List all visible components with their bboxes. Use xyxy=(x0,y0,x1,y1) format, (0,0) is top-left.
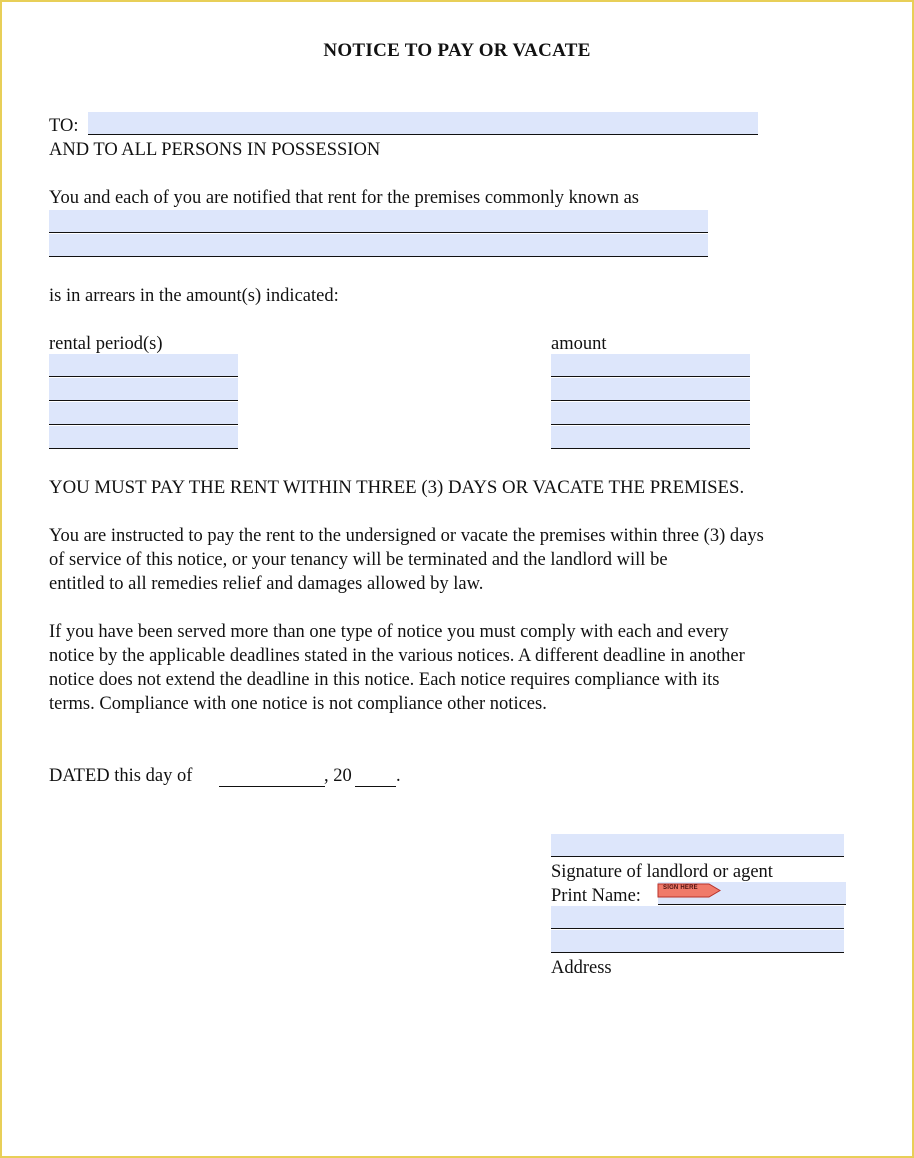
amount-label: amount xyxy=(551,334,607,354)
signature-label: Signature of landlord or agent xyxy=(551,862,773,882)
all-persons-text: AND TO ALL PERSONS IN POSSESSION xyxy=(49,140,381,160)
amount-field-4[interactable] xyxy=(551,426,750,449)
rental-period-field-4[interactable] xyxy=(49,426,238,449)
dated-year-prefix: , 20 xyxy=(324,766,352,786)
premises-field-1[interactable] xyxy=(49,210,708,233)
instructed-line-3: entitled to all remedies relief and damages allowed by law. xyxy=(49,574,484,594)
rental-period-field-2[interactable] xyxy=(49,378,238,401)
amount-field-1[interactable] xyxy=(551,354,750,377)
sign-here-label: SIGN HERE xyxy=(663,885,698,891)
to-field[interactable] xyxy=(88,112,758,135)
address-label: Address xyxy=(551,958,612,978)
dated-suffix: . xyxy=(396,766,401,786)
address-field-1[interactable] xyxy=(551,906,844,929)
print-name-label: Print Name: xyxy=(551,886,641,906)
instructed-line-2: of service of this notice, or your tenancy will be terminated and the landlord will be xyxy=(49,550,668,570)
rental-period-label: rental period(s) xyxy=(49,334,163,354)
premises-field-2[interactable] xyxy=(49,234,708,257)
amount-field-3[interactable] xyxy=(551,402,750,425)
sign-here-arrow-icon[interactable] xyxy=(657,883,721,898)
must-pay-heading: YOU MUST PAY THE RENT WITHIN THREE (3) DAYS OR VACATE THE PREMISES. xyxy=(49,477,745,498)
served-line-4: terms. Compliance with one notice is not compliance other notices. xyxy=(49,694,547,714)
document-title: NOTICE TO PAY OR VACATE xyxy=(323,40,591,61)
served-line-1: If you have been served more than one type of notice you must comply with each and every xyxy=(49,622,729,642)
served-line-2: notice by the applicable deadlines stated in the various notices. A different deadline in another xyxy=(49,646,745,666)
signature-field[interactable] xyxy=(551,834,844,857)
dated-year-field[interactable] xyxy=(355,764,396,787)
dated-prefix: DATED this day of xyxy=(49,766,193,786)
rental-period-field-1[interactable] xyxy=(49,354,238,377)
instructed-line-1: You are instructed to pay the rent to the undersigned or vacate the premises within three (3) days xyxy=(49,526,764,546)
dated-month-field[interactable] xyxy=(219,764,325,787)
to-label: TO: xyxy=(49,116,79,136)
amount-field-2[interactable] xyxy=(551,378,750,401)
address-field-2[interactable] xyxy=(551,930,844,953)
notified-text: You and each of you are notified that rent for the premises commonly known as xyxy=(49,188,639,208)
rental-period-field-3[interactable] xyxy=(49,402,238,425)
served-line-3: notice does not extend the deadline in this notice. Each notice requires compliance with its xyxy=(49,670,720,690)
arrears-text: is in arrears in the amount(s) indicated: xyxy=(49,286,339,306)
